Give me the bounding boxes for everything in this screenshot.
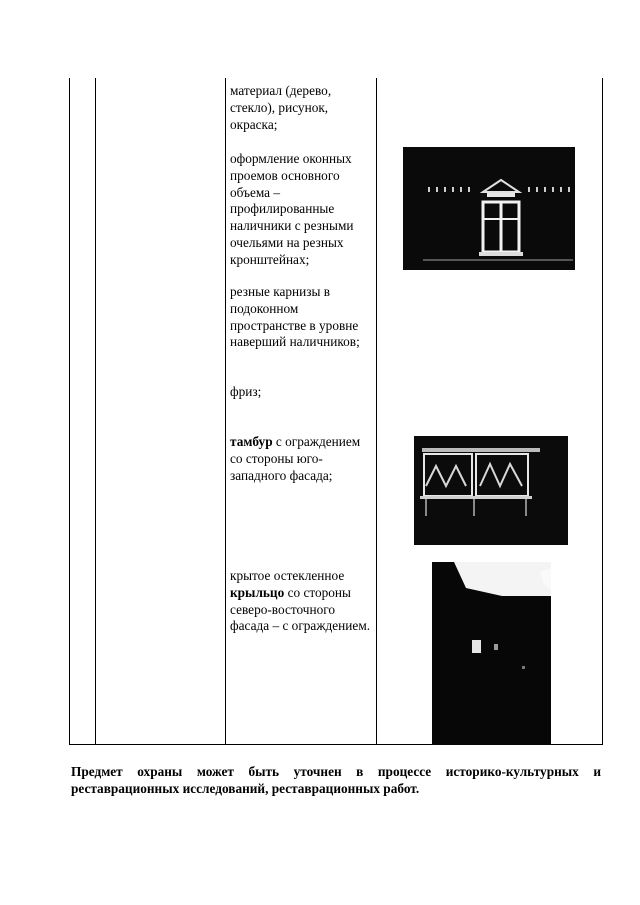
photo-porch-image	[432, 562, 551, 745]
photo-tambour	[414, 436, 568, 545]
photo-tambour-image	[414, 436, 568, 545]
table-cell-text	[230, 434, 375, 484]
table-cell-text: материал (дерево, стекло), рисунок, окраска;	[230, 83, 332, 132]
photo-window-trim-image	[403, 147, 575, 270]
photo-window-trim	[403, 147, 575, 270]
cell-rest: с ограждением со стороны юго-западного фасада;	[230, 434, 361, 483]
table-column-divider	[225, 78, 226, 745]
table-cell-text: фриз;	[230, 384, 262, 399]
table-cell-text	[230, 568, 375, 635]
bold-term: тамбур	[230, 434, 273, 449]
cell-rest: со стороны северо-восточного фасада – с ограждением.	[230, 584, 371, 634]
photo-porch	[432, 562, 551, 745]
cell-pre: крытое остекленное	[230, 568, 345, 583]
table-column-divider	[95, 78, 96, 745]
bold-term: крыльцо	[230, 584, 285, 600]
footer-note: Предмет охраны может быть уточнен в процессе историко-культурных и реставрационных исследований, реставрационных работ.	[71, 764, 601, 796]
table-column-divider	[376, 78, 377, 745]
table-cell-text: резные карнизы в подоконном пространстве в уровне наверший наличников;	[230, 284, 360, 350]
table-border-left	[69, 78, 70, 745]
table-cell-text: оформление оконных проемов основного объема – профилированные наличники с резными очельями на резных кронштейнах;	[230, 151, 354, 267]
table-border-right	[602, 78, 603, 745]
